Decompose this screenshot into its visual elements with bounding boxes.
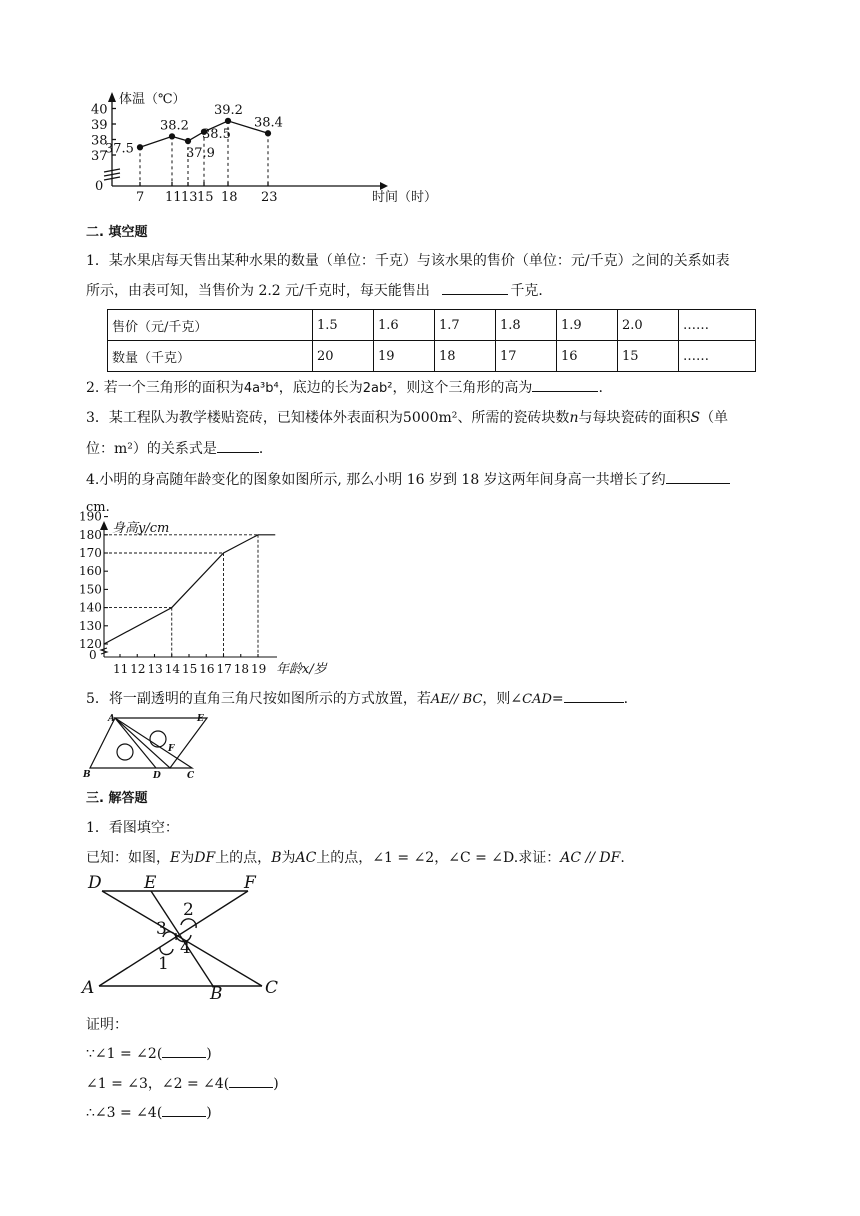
- ruler-triangle-left: [90, 718, 192, 768]
- given-text: 为: [281, 850, 296, 866]
- q4-answer-blank: [666, 470, 730, 484]
- q3-text: （单: [700, 410, 729, 426]
- x-tick-label: 19: [251, 662, 267, 676]
- ruler-hole-circle: [150, 731, 166, 747]
- q3-text: 与每块瓷砖的面积: [578, 410, 691, 426]
- y-tick-label: 40: [91, 102, 108, 118]
- series-line: [104, 535, 275, 644]
- parallel-lines-figure: [80, 872, 290, 1002]
- table-cell: 数量（千克）: [108, 341, 313, 372]
- line-af: [99, 891, 248, 986]
- point-label-c: C: [265, 978, 279, 998]
- prove-label: 求证：: [518, 850, 561, 866]
- s3-q1-given: [86, 849, 625, 867]
- proof-step-2: [86, 1074, 279, 1093]
- table-row: [108, 341, 756, 372]
- x-tick-label: 17: [216, 662, 232, 676]
- segment-ad: [115, 718, 156, 768]
- table-cell: 1.8: [496, 310, 557, 341]
- point-e: E: [170, 850, 181, 866]
- x-tick-label: 13: [147, 662, 163, 676]
- point-b: B: [271, 850, 282, 866]
- q2-line: [86, 378, 603, 398]
- given-text: 为: [180, 850, 195, 866]
- section-heading-answer: 三. 解答题: [86, 791, 148, 806]
- table-row: [108, 310, 756, 341]
- q5-text: 5．将一副透明的直角三角尺按如图所示的方式放置，若: [86, 691, 431, 707]
- y-tick-label: 39: [91, 118, 108, 133]
- proof-paren: ): [273, 1076, 279, 1092]
- table-cell: 售价（元/千克）: [108, 310, 313, 341]
- table-cell: 20: [313, 341, 374, 372]
- table-cell: 17: [496, 341, 557, 372]
- y-tick-label: 130: [79, 618, 102, 633]
- y-tick-label: 0: [89, 648, 97, 662]
- q5-angle: CAD: [522, 692, 552, 707]
- data-point: [266, 131, 271, 136]
- point-label-b: B: [83, 770, 91, 780]
- q2-area-expr: 4a³b⁴: [243, 381, 279, 396]
- given-text: 已知：如图，: [86, 850, 170, 866]
- y-tick-label: 38: [91, 133, 108, 149]
- triangle-rulers-figure: [80, 712, 210, 782]
- q2-text: ，底边的长为: [278, 380, 363, 396]
- point-label-a: A: [108, 714, 115, 724]
- q3-var-n: n: [569, 410, 579, 426]
- table-cell: 15: [618, 341, 679, 372]
- table-cell: ……: [679, 310, 756, 341]
- y-axis-title: 身高y/cm: [112, 521, 170, 536]
- q2-answer-blank: [532, 378, 598, 392]
- q1-text: 所示，由表可知，当售价为 2.2 元/千克时，每天能售出: [86, 283, 430, 299]
- proof-step-1: [86, 1044, 212, 1063]
- q5-text: ，则∠: [482, 691, 523, 707]
- point-label-f: F: [168, 744, 175, 754]
- x-tick-label: 11: [113, 662, 129, 676]
- proof-step-text: ∠1 = ∠3，∠2 = ∠4(: [86, 1076, 230, 1092]
- y-axis-title: 体温（℃）: [119, 92, 186, 107]
- data-label: 37.5: [105, 141, 134, 157]
- x-tick-label: 15: [182, 662, 198, 676]
- data-point: [138, 145, 143, 150]
- x-tick-label: 18: [233, 662, 250, 676]
- given-text: 上的点，: [215, 850, 272, 866]
- point-label-a: A: [82, 978, 95, 998]
- x-tick-label: 11: [165, 190, 182, 205]
- x-tick-label: 18: [221, 190, 238, 205]
- angle-arc-2: [181, 919, 196, 928]
- x-tick-label: 14: [164, 662, 181, 676]
- segment-ac: AC: [295, 850, 317, 866]
- q3-line1: [86, 409, 728, 427]
- data-label: 38.5: [202, 126, 231, 142]
- x-tick-label: 15: [197, 190, 214, 205]
- q5-end: .: [623, 691, 629, 707]
- reason-blank: [162, 1103, 206, 1117]
- point-label-d: D: [88, 873, 102, 893]
- x-tick-label: 13: [181, 190, 198, 205]
- q3-text: 位：: [86, 441, 114, 457]
- y-tick-label: 180: [79, 527, 102, 542]
- x-axis-title: 时间（时）: [372, 190, 438, 205]
- x-tick-label: 16: [199, 662, 215, 676]
- data-label: 37.9: [186, 146, 215, 162]
- prove-goal: AC // DF: [560, 850, 621, 866]
- y-tick-label: 120: [79, 637, 102, 651]
- table-cell: 19: [374, 341, 435, 372]
- q4-line1: [86, 470, 730, 489]
- data-point: [170, 134, 175, 139]
- point-label-e: E: [144, 873, 157, 893]
- table-cell: 16: [557, 341, 618, 372]
- data-label: 38.2: [160, 118, 189, 134]
- point-label-c: C: [187, 771, 195, 781]
- y-tick-label: 190: [79, 509, 102, 524]
- s3-q1-title: 1．看图填空：: [86, 820, 179, 836]
- data-label: 38.4: [254, 115, 283, 131]
- table-cell: 2.0: [618, 310, 679, 341]
- proof-step-3: [86, 1103, 212, 1122]
- q5-condition: AE// BC: [430, 692, 483, 707]
- x-axis-arrow: [380, 182, 388, 190]
- y-tick-label: 150: [79, 582, 102, 597]
- q1-unit: 千克．: [510, 283, 553, 299]
- x-tick-label: 23: [261, 190, 278, 205]
- q4-text: 4.小明的身高随年龄变化的图象如图所示, 那么小明 16 岁到 18 岁这两年间身高一共增长了约: [86, 472, 666, 488]
- q3-text: 3．某工程队为教学楼贴瓷砖，已知楼体外表面积为: [86, 410, 403, 426]
- q5-answer-blank: [564, 689, 624, 703]
- angle-label-1: 1: [158, 954, 169, 974]
- table-cell: 1.7: [435, 310, 496, 341]
- section-heading-fill-in: 二. 填空题: [86, 225, 148, 240]
- q2-end: .: [598, 380, 603, 396]
- reason-blank: [162, 1044, 206, 1058]
- data-label: 39.2: [214, 102, 243, 118]
- proof-label: 证明：: [86, 1017, 128, 1033]
- q1-line2: [86, 281, 552, 300]
- q5-text: =: [551, 691, 564, 707]
- q3-text: ）的关系式是: [132, 441, 217, 457]
- q3-area: 5000m²: [402, 410, 458, 426]
- q5-line: [86, 689, 628, 709]
- x-axis-title: 年龄x/岁: [276, 662, 327, 677]
- q3-text: 、所需的瓷砖块数: [457, 410, 570, 426]
- y-tick-label: 37: [91, 149, 108, 164]
- data-point: [226, 118, 231, 123]
- given-text: 上的点，: [316, 850, 373, 866]
- angle-label-2: 2: [183, 900, 194, 920]
- angle-label-3: 3: [156, 919, 167, 939]
- point-label-b: B: [210, 984, 223, 1004]
- q3-unit: m²: [114, 441, 133, 457]
- q3-answer-blank: [217, 439, 259, 453]
- point-label-f: F: [244, 873, 256, 893]
- q2-base-expr: 2ab²: [362, 381, 393, 396]
- ruler-triangle-right: [115, 718, 207, 768]
- point-label-d: D: [153, 771, 161, 781]
- height-chart: [79, 509, 355, 680]
- given-condition: ∠1 = ∠2，∠C = ∠D.: [372, 850, 519, 866]
- q1-line1: 1．某水果店每天售出某种水果的数量（单位：千克）与该水果的售价（单位：元/千克）之间的关系如表: [86, 253, 730, 269]
- y-tick-label: 160: [79, 564, 102, 579]
- reason-blank: [229, 1074, 273, 1088]
- proof-step-text: ∴∠3 = ∠4(: [86, 1105, 163, 1121]
- table-cell: ……: [679, 341, 756, 372]
- x-tick-label: 12: [130, 662, 146, 676]
- q2-text: 2. 若一个三角形的面积为: [86, 380, 244, 396]
- q2-text: ，则这个三角形的高为: [392, 380, 533, 396]
- angle-label-4: 4: [180, 938, 191, 958]
- point-label-e: E: [197, 714, 204, 724]
- y-tick-label: 140: [79, 600, 102, 615]
- ruler-hole-circle: [117, 744, 133, 760]
- table-cell: 1.9: [557, 310, 618, 341]
- data-point: [186, 139, 191, 144]
- y-tick-label: 170: [79, 546, 102, 560]
- price-quantity-table: [107, 309, 756, 372]
- segment-df: DF: [194, 850, 216, 866]
- y-axis-arrow: [108, 92, 116, 102]
- proof-paren: ): [206, 1046, 212, 1062]
- proof-paren: ): [206, 1105, 212, 1121]
- table-cell: 1.6: [374, 310, 435, 341]
- proof-step-text: ∵∠1 = ∠2(: [86, 1046, 163, 1062]
- given-end: .: [620, 850, 625, 866]
- table-cell: 18: [435, 341, 496, 372]
- temperature-chart: [85, 88, 455, 206]
- q3-var-s: S: [690, 410, 701, 426]
- table-cell: 1.5: [313, 310, 374, 341]
- y-tick-label: 0: [95, 179, 104, 194]
- q3-line2: [86, 439, 273, 458]
- q1-answer-blank: [442, 281, 508, 295]
- x-tick-label: 7: [136, 190, 145, 205]
- q3-end: ．: [258, 441, 273, 457]
- q4-line2: cm.: [86, 500, 110, 515]
